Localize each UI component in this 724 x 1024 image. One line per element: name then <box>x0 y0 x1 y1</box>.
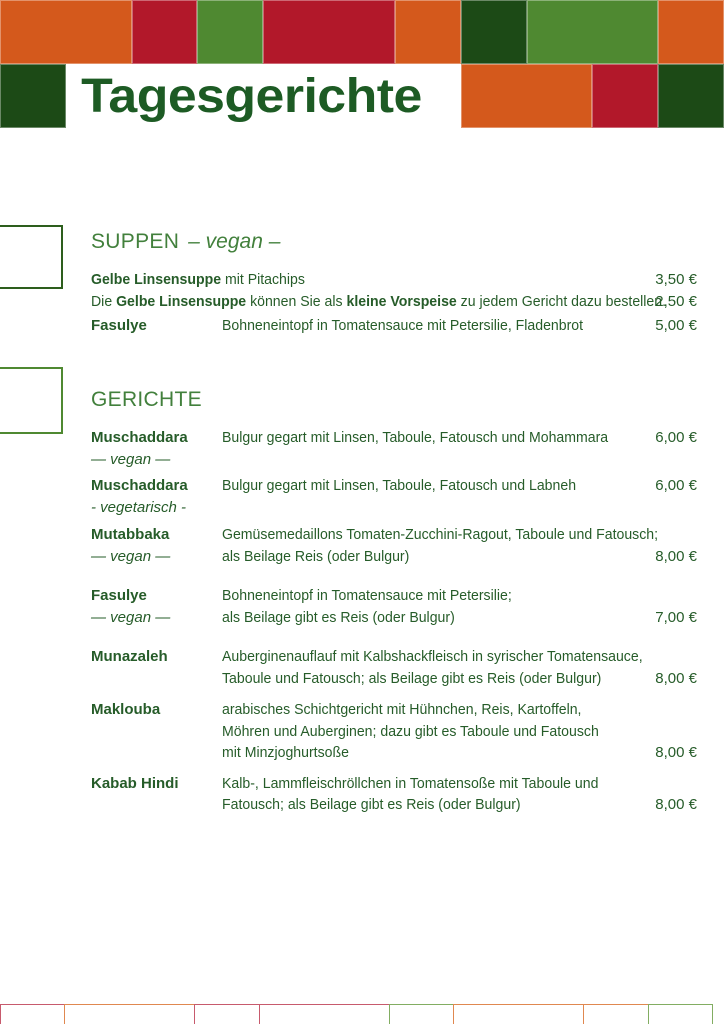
mosaic-block-white <box>66 64 461 128</box>
description-line: mit Minzjoghurtsoße <box>222 744 349 761</box>
item-price: 8,00 € <box>655 669 697 687</box>
description-line: Bulgur gegart mit Linsen, Taboule, Fatousch und Mohammara <box>222 429 609 446</box>
item-diet-tag: — vegan — <box>91 547 171 565</box>
menu-item <box>91 315 697 337</box>
item-name: Muschaddara <box>91 477 188 494</box>
footer-outline-box-orange <box>583 1004 649 1024</box>
menu-item <box>91 773 697 816</box>
item-text-plain: zu jedem Gericht dazu bestellen. <box>456 292 667 310</box>
item-description <box>222 315 669 337</box>
item-text-bold: Gelbe Linsensuppe <box>116 292 247 310</box>
description-line: Fatousch; als Beilage gibt es Reis (oder Bulgur) <box>222 796 521 813</box>
gerichte-side-box <box>0 367 63 434</box>
mosaic-block-red <box>132 0 198 64</box>
footer-outline-box-orange <box>453 1004 585 1024</box>
footer-outline-box-red <box>194 1004 260 1024</box>
item-description <box>222 699 669 764</box>
item-text <box>91 269 661 291</box>
item-description <box>222 524 669 567</box>
item-price: 8,00 € <box>655 547 697 565</box>
mosaic-block-green_dark <box>461 0 527 64</box>
item-description <box>222 427 669 449</box>
item-price: 6,00 € <box>655 477 697 494</box>
mosaic-block-green_mid <box>527 0 659 64</box>
footer-outline-box-red <box>259 1004 391 1024</box>
header-band <box>0 0 724 128</box>
description-line: als Beilage Reis (oder Bulgur) <box>222 547 410 565</box>
item-description <box>222 475 669 497</box>
item-price: 8,00 € <box>655 744 697 761</box>
description-line: Taboule und Fatousch; als Beilage gibt es Reis (oder Bulgur) <box>222 669 602 687</box>
description-line: Bohneneintopf in Tomatensauce mit Petersilie; <box>222 587 512 604</box>
menu-item <box>91 524 697 567</box>
mosaic-block-orange <box>658 0 724 64</box>
item-price: 8,00 € <box>655 796 697 813</box>
item-name-column <box>91 475 222 518</box>
item-text-plain: Die <box>91 292 117 310</box>
menu-item <box>91 699 697 764</box>
description-line: Gemüsemedaillons Tomaten-Zucchini-Ragout, Taboule und Fatousch; <box>222 526 659 543</box>
description-line: Bulgur gegart mit Linsen, Taboule, Fatousch und Labneh <box>222 477 577 494</box>
item-description <box>222 646 669 689</box>
item-diet-tag: — vegan — <box>91 608 171 626</box>
footer-outline-box-red <box>0 1004 66 1024</box>
item-name: Munazaleh <box>91 648 168 665</box>
menu-item <box>91 585 697 628</box>
description-line: Bohneneintopf in Tomatensauce mit Petersilie, Fladenbrot <box>222 317 584 334</box>
description-line: Möhren und Auberginen; dazu gibt es Taboule und Fatousch <box>222 722 599 740</box>
item-diet-tag: — vegan — <box>91 450 171 468</box>
item-name-column <box>91 585 222 628</box>
section-suppen <box>91 229 697 337</box>
mosaic-block-red <box>592 64 658 128</box>
description-line: als Beilage gibt es Reis (oder Bulgur) <box>222 608 455 626</box>
menu-item <box>91 646 697 689</box>
item-price: 2,50 € <box>655 292 697 310</box>
item-text-plain: können Sie als <box>246 292 347 310</box>
item-name-column <box>91 524 222 567</box>
section-suppen-title <box>91 229 697 254</box>
footer-mosaic <box>0 1004 724 1024</box>
suppen-side-box <box>0 225 63 289</box>
mosaic-block-green_mid <box>197 0 263 64</box>
menu-item <box>91 475 697 518</box>
item-name-column <box>91 646 222 668</box>
item-text-plain: mit Pitachips <box>221 271 305 288</box>
footer-outline-box-orange <box>64 1004 196 1024</box>
description-line: Kalb-, Lammfleischröllchen in Tomatensoße mit Taboule und <box>222 774 599 792</box>
header-mosaic-row2 <box>0 64 724 128</box>
description-line: arabisches Schichtgericht mit Hühnchen, Reis, Kartoffeln, <box>222 701 582 718</box>
mosaic-block-green_dark <box>658 64 724 128</box>
footer-outline-box-green <box>389 1004 455 1024</box>
item-name-column <box>91 773 222 795</box>
footer-outline-box-green <box>648 1004 714 1024</box>
item-price: 6,00 € <box>655 429 697 446</box>
item-description <box>222 585 669 628</box>
item-diet-tag: - vegetarisch - <box>91 498 187 516</box>
mosaic-block-green_dark <box>0 64 66 128</box>
item-description <box>222 773 669 816</box>
menu-item <box>91 427 697 470</box>
item-name: Mutabbaka <box>91 526 170 543</box>
section-title-text: SUPPEN <box>91 230 180 253</box>
item-price: 3,50 € <box>655 271 697 288</box>
mosaic-block-red <box>263 0 395 64</box>
item-text-bold: kleine Vorspeise <box>346 292 457 310</box>
section-gerichte-title <box>91 387 697 412</box>
page-title: Tagesgerichte <box>80 69 422 123</box>
suppen-items <box>91 269 697 337</box>
section-title-text: GERICHTE <box>91 388 202 411</box>
item-price: 7,00 € <box>655 608 697 626</box>
item-name: Fasulye <box>91 317 147 334</box>
item-name: Fasulye <box>91 587 147 604</box>
item-name: Maklouba <box>91 701 161 718</box>
section-diet-tag: – vegan – <box>188 230 281 253</box>
item-name: Kabab Hindi <box>91 774 179 792</box>
mosaic-block-orange <box>395 0 461 64</box>
section-gerichte <box>91 387 697 816</box>
header-mosaic-row1 <box>0 0 724 64</box>
item-text-bold: Gelbe Linsensuppe <box>91 271 222 288</box>
item-name: Muschaddara <box>91 429 188 446</box>
mosaic-block-orange <box>0 0 132 64</box>
item-name-column <box>91 427 222 470</box>
item-price: 5,00 € <box>655 317 697 334</box>
item-text <box>91 291 666 313</box>
gerichte-items <box>91 427 697 816</box>
description-line: Auberginenauflauf mit Kalbshackfleisch in syrischer Tomatensauce, <box>222 648 643 665</box>
mosaic-block-orange <box>461 64 593 128</box>
item-name-column <box>91 699 222 721</box>
menu-item <box>91 291 697 313</box>
menu-item <box>91 269 697 291</box>
item-name-column <box>91 315 222 337</box>
